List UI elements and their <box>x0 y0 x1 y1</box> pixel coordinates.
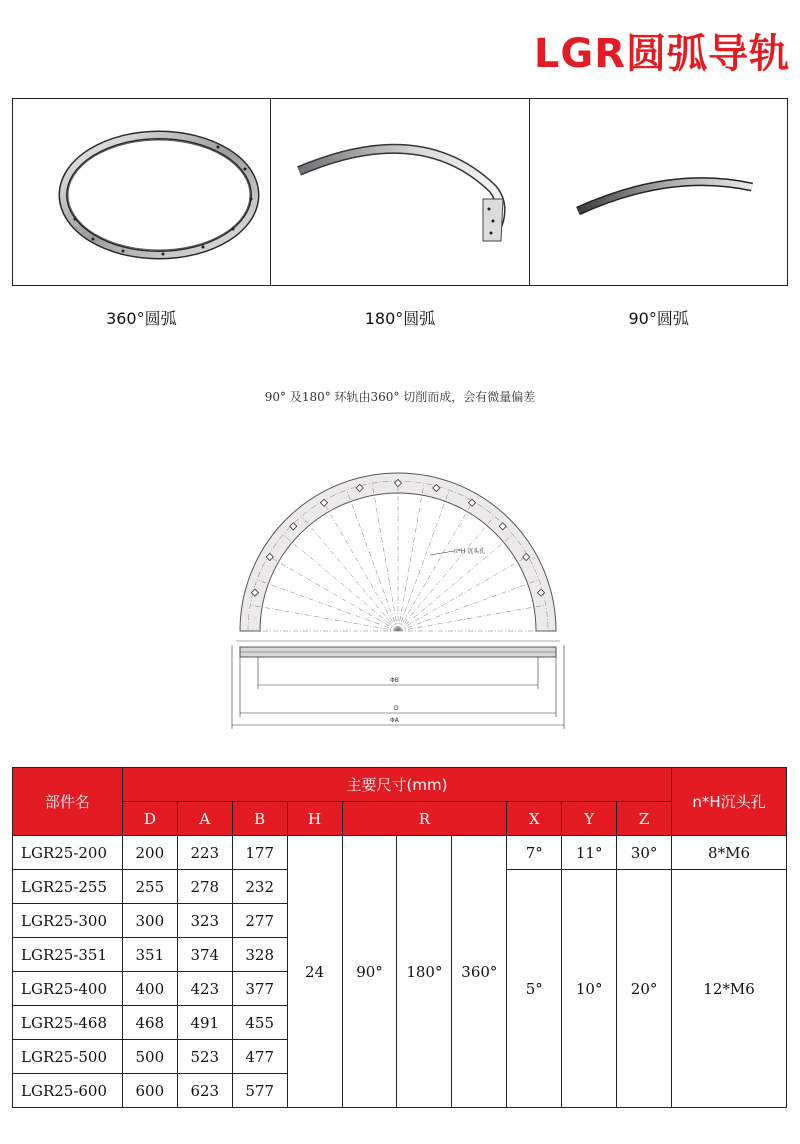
col-h: H <box>287 802 342 836</box>
technical-drawing <box>218 455 578 737</box>
a-cell: 623 <box>177 1074 232 1108</box>
part-name-cell: LGR25-600 <box>13 1074 123 1108</box>
b-cell: 177 <box>232 836 287 870</box>
part-name-cell: LGR25-255 <box>13 870 123 904</box>
b-cell: 577 <box>232 1074 287 1108</box>
arc-90-image <box>530 99 787 285</box>
dim-b-label: ΦB <box>390 677 399 684</box>
tolerance-note: 90° 及180° 环轨由360° 切削而成，会有微量偏差 <box>264 390 536 404</box>
col-r: R <box>342 802 507 836</box>
d-cell: 600 <box>122 1074 177 1108</box>
a-cell: 423 <box>177 972 232 1006</box>
caption-180: 180°圆弧 <box>364 309 436 328</box>
page-title: LGR圆弧导轨 <box>533 31 790 77</box>
col-x: X <box>507 802 562 836</box>
hole-callout: n*H 沉头孔 <box>454 548 486 555</box>
b-cell: 328 <box>232 938 287 972</box>
product-captions <box>12 306 788 329</box>
a-cell: 491 <box>177 1006 232 1040</box>
holes-cell: 8*M6 <box>672 836 787 870</box>
arc-180-image <box>271 99 529 285</box>
r-90-cell: 90° <box>342 836 397 1108</box>
caption-360: 360°圆弧 <box>106 309 177 328</box>
col-y: Y <box>562 802 617 836</box>
b-cell: 277 <box>232 904 287 938</box>
holes-cell: 12*M6 <box>672 870 787 1108</box>
d-cell: 400 <box>122 972 177 1006</box>
col-holes: n*H沉头孔 <box>672 768 787 836</box>
b-cell: 377 <box>232 972 287 1006</box>
product-image-row <box>12 98 788 286</box>
b-cell: 455 <box>232 1006 287 1040</box>
y-cell: 11° <box>562 836 617 870</box>
b-cell: 477 <box>232 1040 287 1074</box>
col-b: B <box>232 802 287 836</box>
x-cell: 5° <box>507 870 562 1108</box>
z-cell: 30° <box>617 836 672 870</box>
r-360-cell: 360° <box>452 836 507 1108</box>
dim-a-label: ΦA <box>390 717 399 724</box>
d-cell: 500 <box>122 1040 177 1074</box>
a-cell: 278 <box>177 870 232 904</box>
table-row <box>13 836 787 870</box>
d-cell: 300 <box>122 904 177 938</box>
z-cell: 20° <box>617 870 672 1108</box>
a-cell: 323 <box>177 904 232 938</box>
d-cell: 468 <box>122 1006 177 1040</box>
a-cell: 223 <box>177 836 232 870</box>
part-name-cell: LGR25-468 <box>13 1006 123 1040</box>
spec-table <box>12 767 787 1108</box>
dim-d-label: D <box>394 705 399 712</box>
d-cell: 200 <box>122 836 177 870</box>
b-cell: 232 <box>232 870 287 904</box>
caption-90: 90°圆弧 <box>628 309 689 328</box>
col-d: D <box>122 802 177 836</box>
d-cell: 351 <box>122 938 177 972</box>
col-part-name: 部件名 <box>13 768 123 836</box>
col-main-dims: 主要尺寸(mm) <box>122 768 671 802</box>
part-name-cell: LGR25-500 <box>13 1040 123 1074</box>
col-a: A <box>177 802 232 836</box>
part-name-cell: LGR25-351 <box>13 938 123 972</box>
r-180-cell: 180° <box>397 836 452 1108</box>
part-name-cell: LGR25-300 <box>13 904 123 938</box>
part-name-cell: LGR25-200 <box>13 836 123 870</box>
d-cell: 255 <box>122 870 177 904</box>
col-z: Z <box>617 802 672 836</box>
ring-360-image <box>13 99 271 285</box>
x-cell: 7° <box>507 836 562 870</box>
a-cell: 374 <box>177 938 232 972</box>
h-cell: 24 <box>287 836 342 1108</box>
y-cell: 10° <box>562 870 617 1108</box>
part-name-cell: LGR25-400 <box>13 972 123 1006</box>
a-cell: 523 <box>177 1040 232 1074</box>
